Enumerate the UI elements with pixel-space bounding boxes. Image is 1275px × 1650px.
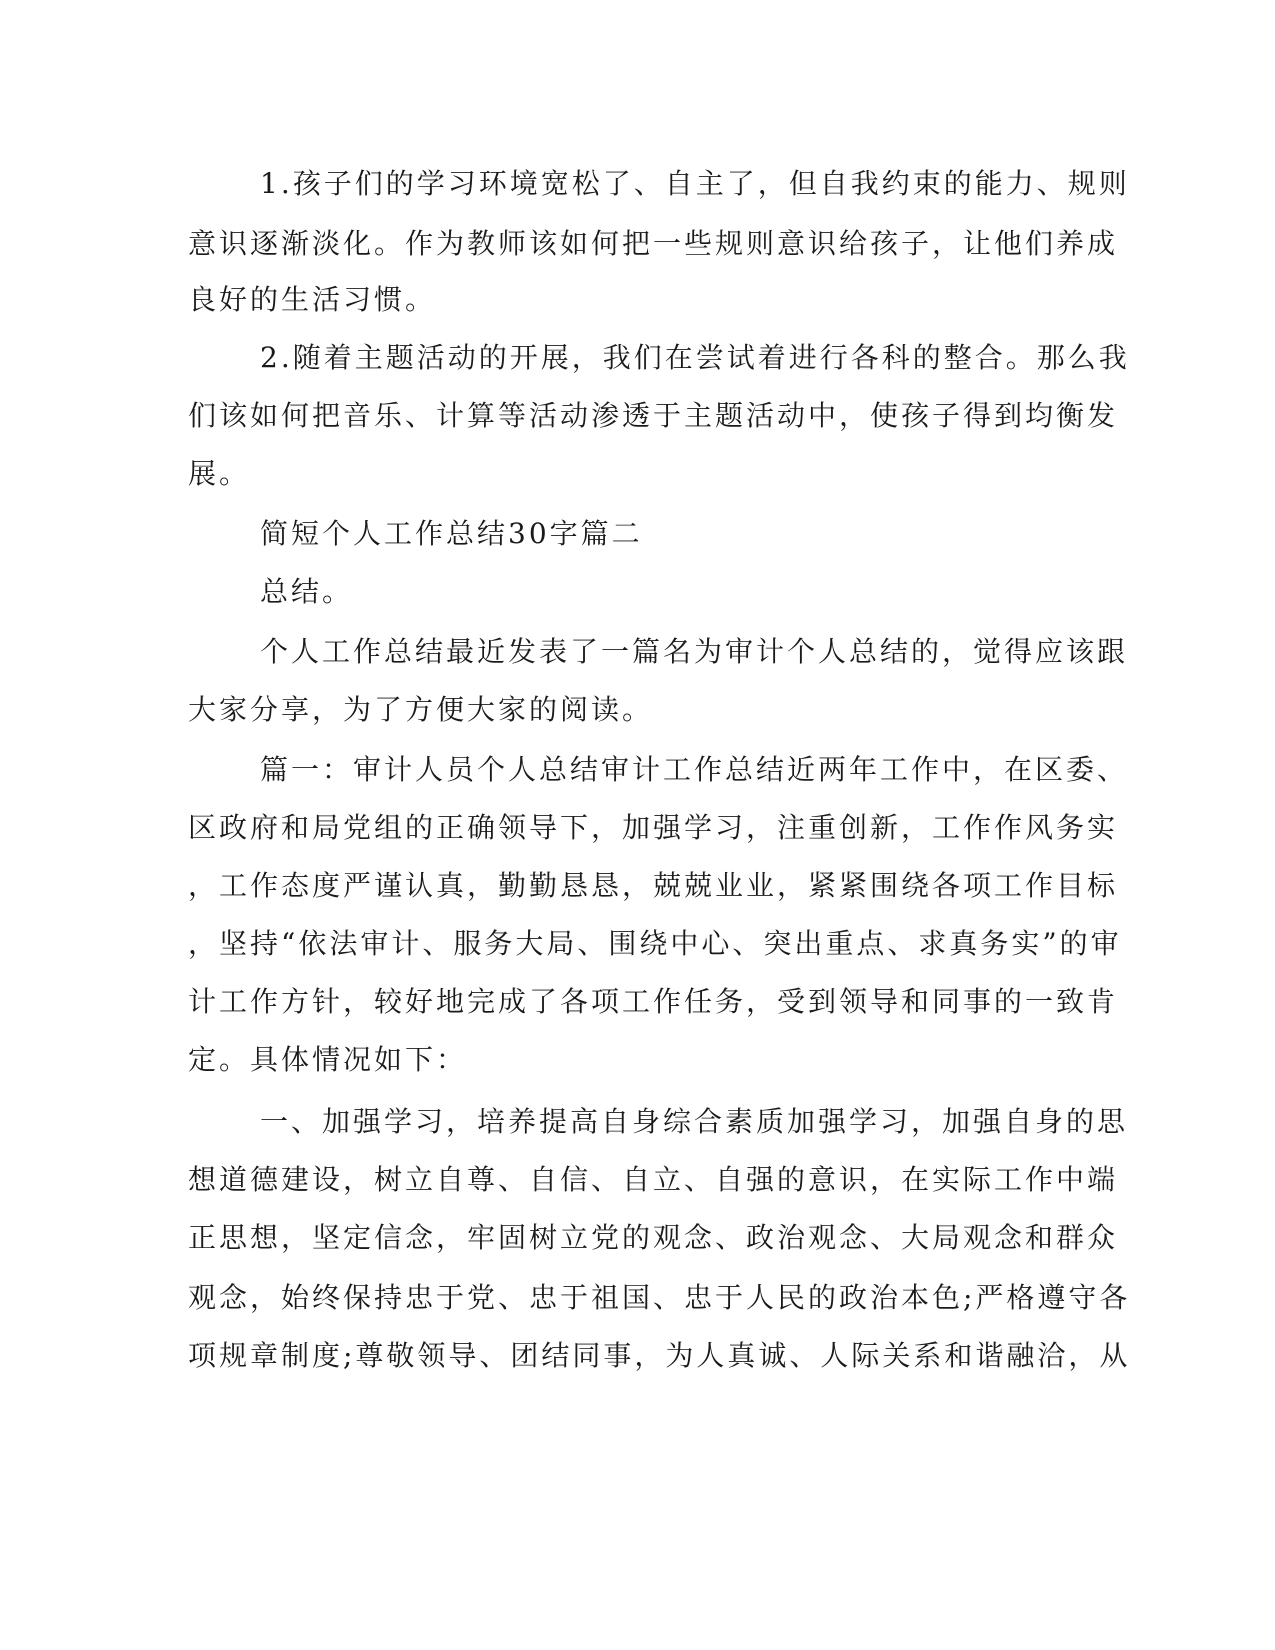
text-line: 观念，始终保持忠于党、忠于祖国、忠于人民的政治本色;严格遵守各	[188, 1281, 1131, 1314]
text-line: 意识逐渐淡化。作为教师该如何把一些规则意识给孩子，让他们养成	[188, 227, 1119, 260]
text-line: 项规章制度;尊敬领导、团结同事，为人真诚、人际关系和谐融洽，从	[188, 1339, 1131, 1372]
text-line: 2.随着主题活动的开展，我们在尝试着进行各科的整合。那么我	[260, 341, 1130, 374]
text-line: ，工作态度严谨认真，勤勤恳恳，兢兢业业，紧紧围绕各项工作目标	[188, 869, 1119, 902]
text-line: ，坚持“依法审计、服务大局、围绕中心、突出重点、求真务实”的审	[188, 927, 1122, 960]
text-line: 大家分享，为了方便大家的阅读。	[188, 693, 654, 726]
text-line: 一、加强学习，培养提高自身综合素质加强学习，加强自身的思	[260, 1105, 1129, 1138]
text-line: 区政府和局党组的正确领导下，加强学习，注重创新，工作作风务实	[188, 811, 1119, 844]
text-line: 总结。	[260, 575, 354, 608]
text-line: 正思想，坚定信念，牢固树立党的观念、政治观念、大局观念和群众	[188, 1221, 1119, 1254]
text-line: 个人工作总结最近发表了一篇名为审计个人总结的，觉得应该跟	[260, 635, 1129, 668]
text-line: 1.孩子们的学习环境宽松了、自主了，但自我约束的能力、规则	[260, 167, 1130, 200]
section-heading: 简短个人工作总结30字篇二	[260, 517, 643, 550]
text-line: 定。具体情况如下：	[188, 1043, 468, 1076]
text-line: 篇一：审计人员个人总结审计工作总结近两年工作中，在区委、	[260, 753, 1129, 786]
text-line: 良好的生活习惯。	[188, 283, 437, 316]
text-line: 们该如何把音乐、计算等活动渗透于主题活动中，使孩子得到均衡发	[188, 399, 1119, 432]
text-line: 计工作方针，较好地完成了各项工作任务，受到领导和同事的一致肯	[188, 985, 1119, 1018]
text-line: 想道德建设，树立自尊、自信、自立、自强的意识，在实际工作中端	[188, 1163, 1119, 1196]
text-line: 展。	[188, 457, 251, 490]
